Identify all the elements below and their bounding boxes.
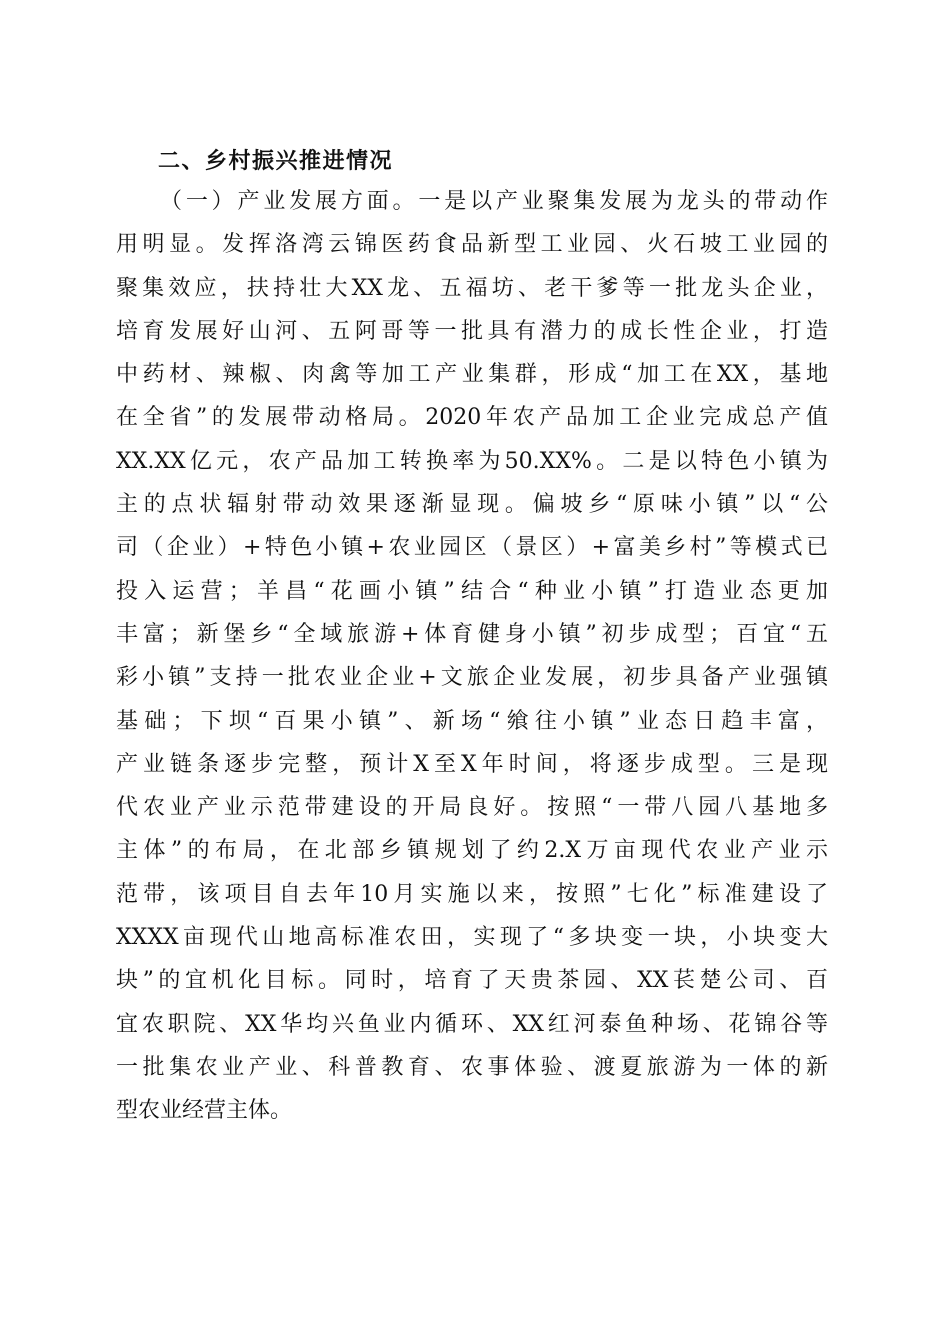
paragraph-line: 型农业经营主体。 — [116, 1098, 293, 1124]
body-paragraph — [116, 180, 828, 1133]
paragraph-line: 代农业产业示范带建设的开局良好。按照“一带八园八基地多 — [116, 795, 828, 821]
paragraph-line: 一批集农业产业、科普教育、农事体验、渡夏旅游为一体的新 — [116, 1054, 828, 1080]
paragraph-line: 彩小镇”支持一批农业企业+文旅企业发展，初步具备产业强镇 — [116, 665, 828, 691]
paragraph-line: XX.XX亿元，农产品加工转换率为50.XX%。二是以特色小镇为 — [116, 448, 828, 474]
paragraph-line: 块”的宜机化目标。同时，培育了天贵茶园、XX苌楚公司、百 — [116, 968, 828, 994]
paragraph-line: 中药材、辣椒、肉禽等加工产业集群，形成“加工在XX，基地 — [116, 362, 828, 388]
paragraph-line: 主体”的布局，在北部乡镇规划了约2.X万亩现代农业产业示 — [116, 838, 828, 864]
paragraph-line: 聚集效应，扶持壮大XX龙、五福坊、老干爹等一批龙头企业， — [116, 275, 828, 301]
paragraph-line: 投入运营；羊昌“花画小镇”结合“种业小镇”打造业态更加 — [116, 578, 828, 604]
paragraph-line: XXXX亩现代山地高标准农田，实现了“多块变一块，小块变大 — [116, 925, 828, 951]
paragraph-line: （一）产业发展方面。一是以产业聚集发展为龙头的带动作 — [160, 189, 828, 214]
paragraph-line: 产业链条逐步完整，预计X至X年时间，将逐步成型。三是现 — [116, 751, 828, 777]
paragraph-line: 范带，该项目自去年10月实施以来，按照”七化”标准建设了 — [116, 881, 828, 907]
paragraph-line: 丰富；新堡乡“全域旅游+体育健身小镇”初步成型；百宜“五 — [116, 621, 828, 647]
paragraph-line: 基础；下坝“百果小镇”、新场“飨往小镇”业态日趋丰富， — [116, 708, 828, 734]
paragraph-line: 宜农职院、XX华均兴鱼业内循环、XX红河泰鱼种场、花锦谷等 — [116, 1011, 828, 1037]
paragraph-line: 培育发展好山河、五阿哥等一批具有潜力的成长性企业，打造 — [116, 318, 828, 344]
paragraph-line: 司（企业）+特色小镇+农业园区（景区）+富美乡村”等模式已 — [116, 535, 828, 561]
section-heading: 二、乡村振兴推进情况 — [158, 149, 394, 174]
paragraph-line: 在全省”的发展带动格局。2020年农产品加工企业完成总产值 — [116, 405, 828, 431]
paragraph-line: 主的点状辐射带动效果逐渐显现。偏坡乡“原味小镇”以“公 — [116, 492, 828, 518]
paragraph-line: 用明显。发挥洛湾云锦医药食品新型工业园、火石坡工业园的 — [116, 232, 828, 258]
